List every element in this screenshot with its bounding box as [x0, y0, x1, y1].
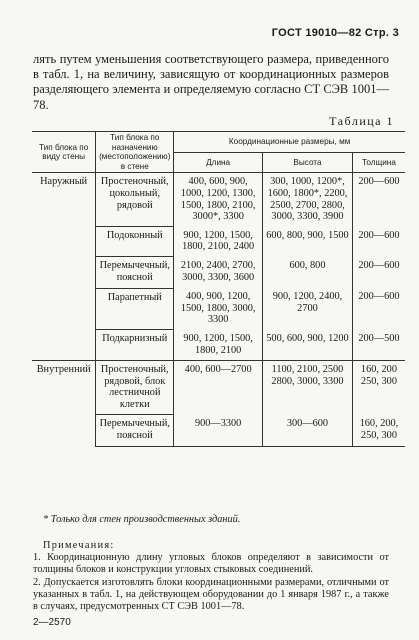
purpose-cell: Перемычечный, поясной — [96, 415, 174, 446]
height-cell: 1100, 2100, 2500 2800, 3000, 3300 — [263, 361, 353, 415]
header-kind: Тип блока по виду стены — [32, 132, 96, 173]
kind-cell: Внутренний — [32, 361, 96, 447]
header-thickness: Толщина — [352, 152, 405, 173]
table-row — [32, 361, 405, 415]
thickness-cell: 200—600 — [358, 291, 400, 303]
thickness-cell: 160, 200 250, 300 — [352, 361, 405, 415]
page-number: 2—2570 — [33, 617, 71, 628]
height-cell: 600, 800, 900, 1500 — [263, 227, 353, 257]
height-cell: 900, 1200, 2400, 2700 — [263, 288, 353, 330]
height-cell: 600, 800 — [263, 257, 353, 288]
height-cell: 300—600 — [263, 415, 353, 446]
purpose-cell: Простеночный, цокольный, рядовой — [96, 173, 174, 227]
header-length: Длина — [174, 152, 263, 173]
header-coord: Координационные размеры, мм — [174, 132, 405, 153]
table-row — [32, 173, 405, 227]
block-dimensions-table — [32, 131, 405, 447]
purpose-cell: Подкарнизный — [96, 330, 174, 361]
kind-cell: Наружный — [32, 173, 96, 361]
page-header: ГОСТ 19010—82 Стр. 3 — [271, 27, 399, 39]
length-cell: 900—3300 — [174, 415, 263, 446]
thickness-cell: 200—600 — [358, 229, 400, 241]
thickness-cell: 200—600 — [358, 259, 400, 271]
footnote: * Только для стен производственных зданий. — [43, 514, 241, 525]
length-cell: 400, 600, 900, 1000, 1200, 1300, 1500, 1800, 2100, 3000*, 3300 — [174, 173, 263, 227]
height-cell: 500, 600, 900, 1200 — [263, 330, 353, 361]
purpose-cell: Парапетный — [96, 288, 174, 330]
header-purpose: Тип блока по назначению (местоположению) в стене — [96, 132, 174, 173]
length-cell: 400, 600—2700 — [174, 361, 263, 415]
notes-title: Примечания: — [43, 540, 115, 551]
table-caption: Таблица 1 — [329, 114, 394, 128]
header-height: Высота — [263, 152, 353, 173]
purpose-cell: Подоконный — [96, 227, 174, 257]
length-cell: 900, 1200, 1500, 1800, 2100 — [174, 330, 263, 361]
thickness-cell: 200—600 — [352, 173, 405, 227]
note-item: 2. Допускается изготовлять блоки координационными размерами, отличными от указанных в табл. 1, на действующем оборудовании до 1 января 1987 г., а также в случаях, предусмотренных СТ СЭВ 1001—78. — [33, 577, 389, 613]
length-cell: 400, 900, 1200, 1500, 1800, 3000, 3300 — [174, 288, 263, 330]
purpose-cell: Простеночный, рядовой, блок лестничной клетки — [96, 361, 174, 415]
length-cell: 2100, 2400, 2700, 3000, 3300, 3600 — [174, 257, 263, 288]
thickness-cell: 200—500 — [358, 332, 400, 344]
length-cell: 900, 1200, 1500, 1800, 2100, 2400 — [174, 227, 263, 257]
purpose-cell: Перемычечный, поясной — [96, 257, 174, 288]
note-item: 1. Координационную длину угловых блоков определяют в зависимости от толщины блоков и конструкции угловых стыковых соединений. — [33, 552, 389, 576]
height-cell: 300, 1000, 1200*, 1600, 1800*, 2200, 2500, 2700, 2800, 3000, 3300, 3900 — [263, 173, 353, 227]
thickness-cell: 160, 200, 250, 300 — [352, 415, 405, 446]
intro-paragraph: лять путем уменьшения соответствующего размера, приведенного в табл. 1, на величину, зависящую от координационных размеров разделяющего элемента и определяемую согласно СТ СЭВ 1001—78. — [33, 52, 389, 112]
